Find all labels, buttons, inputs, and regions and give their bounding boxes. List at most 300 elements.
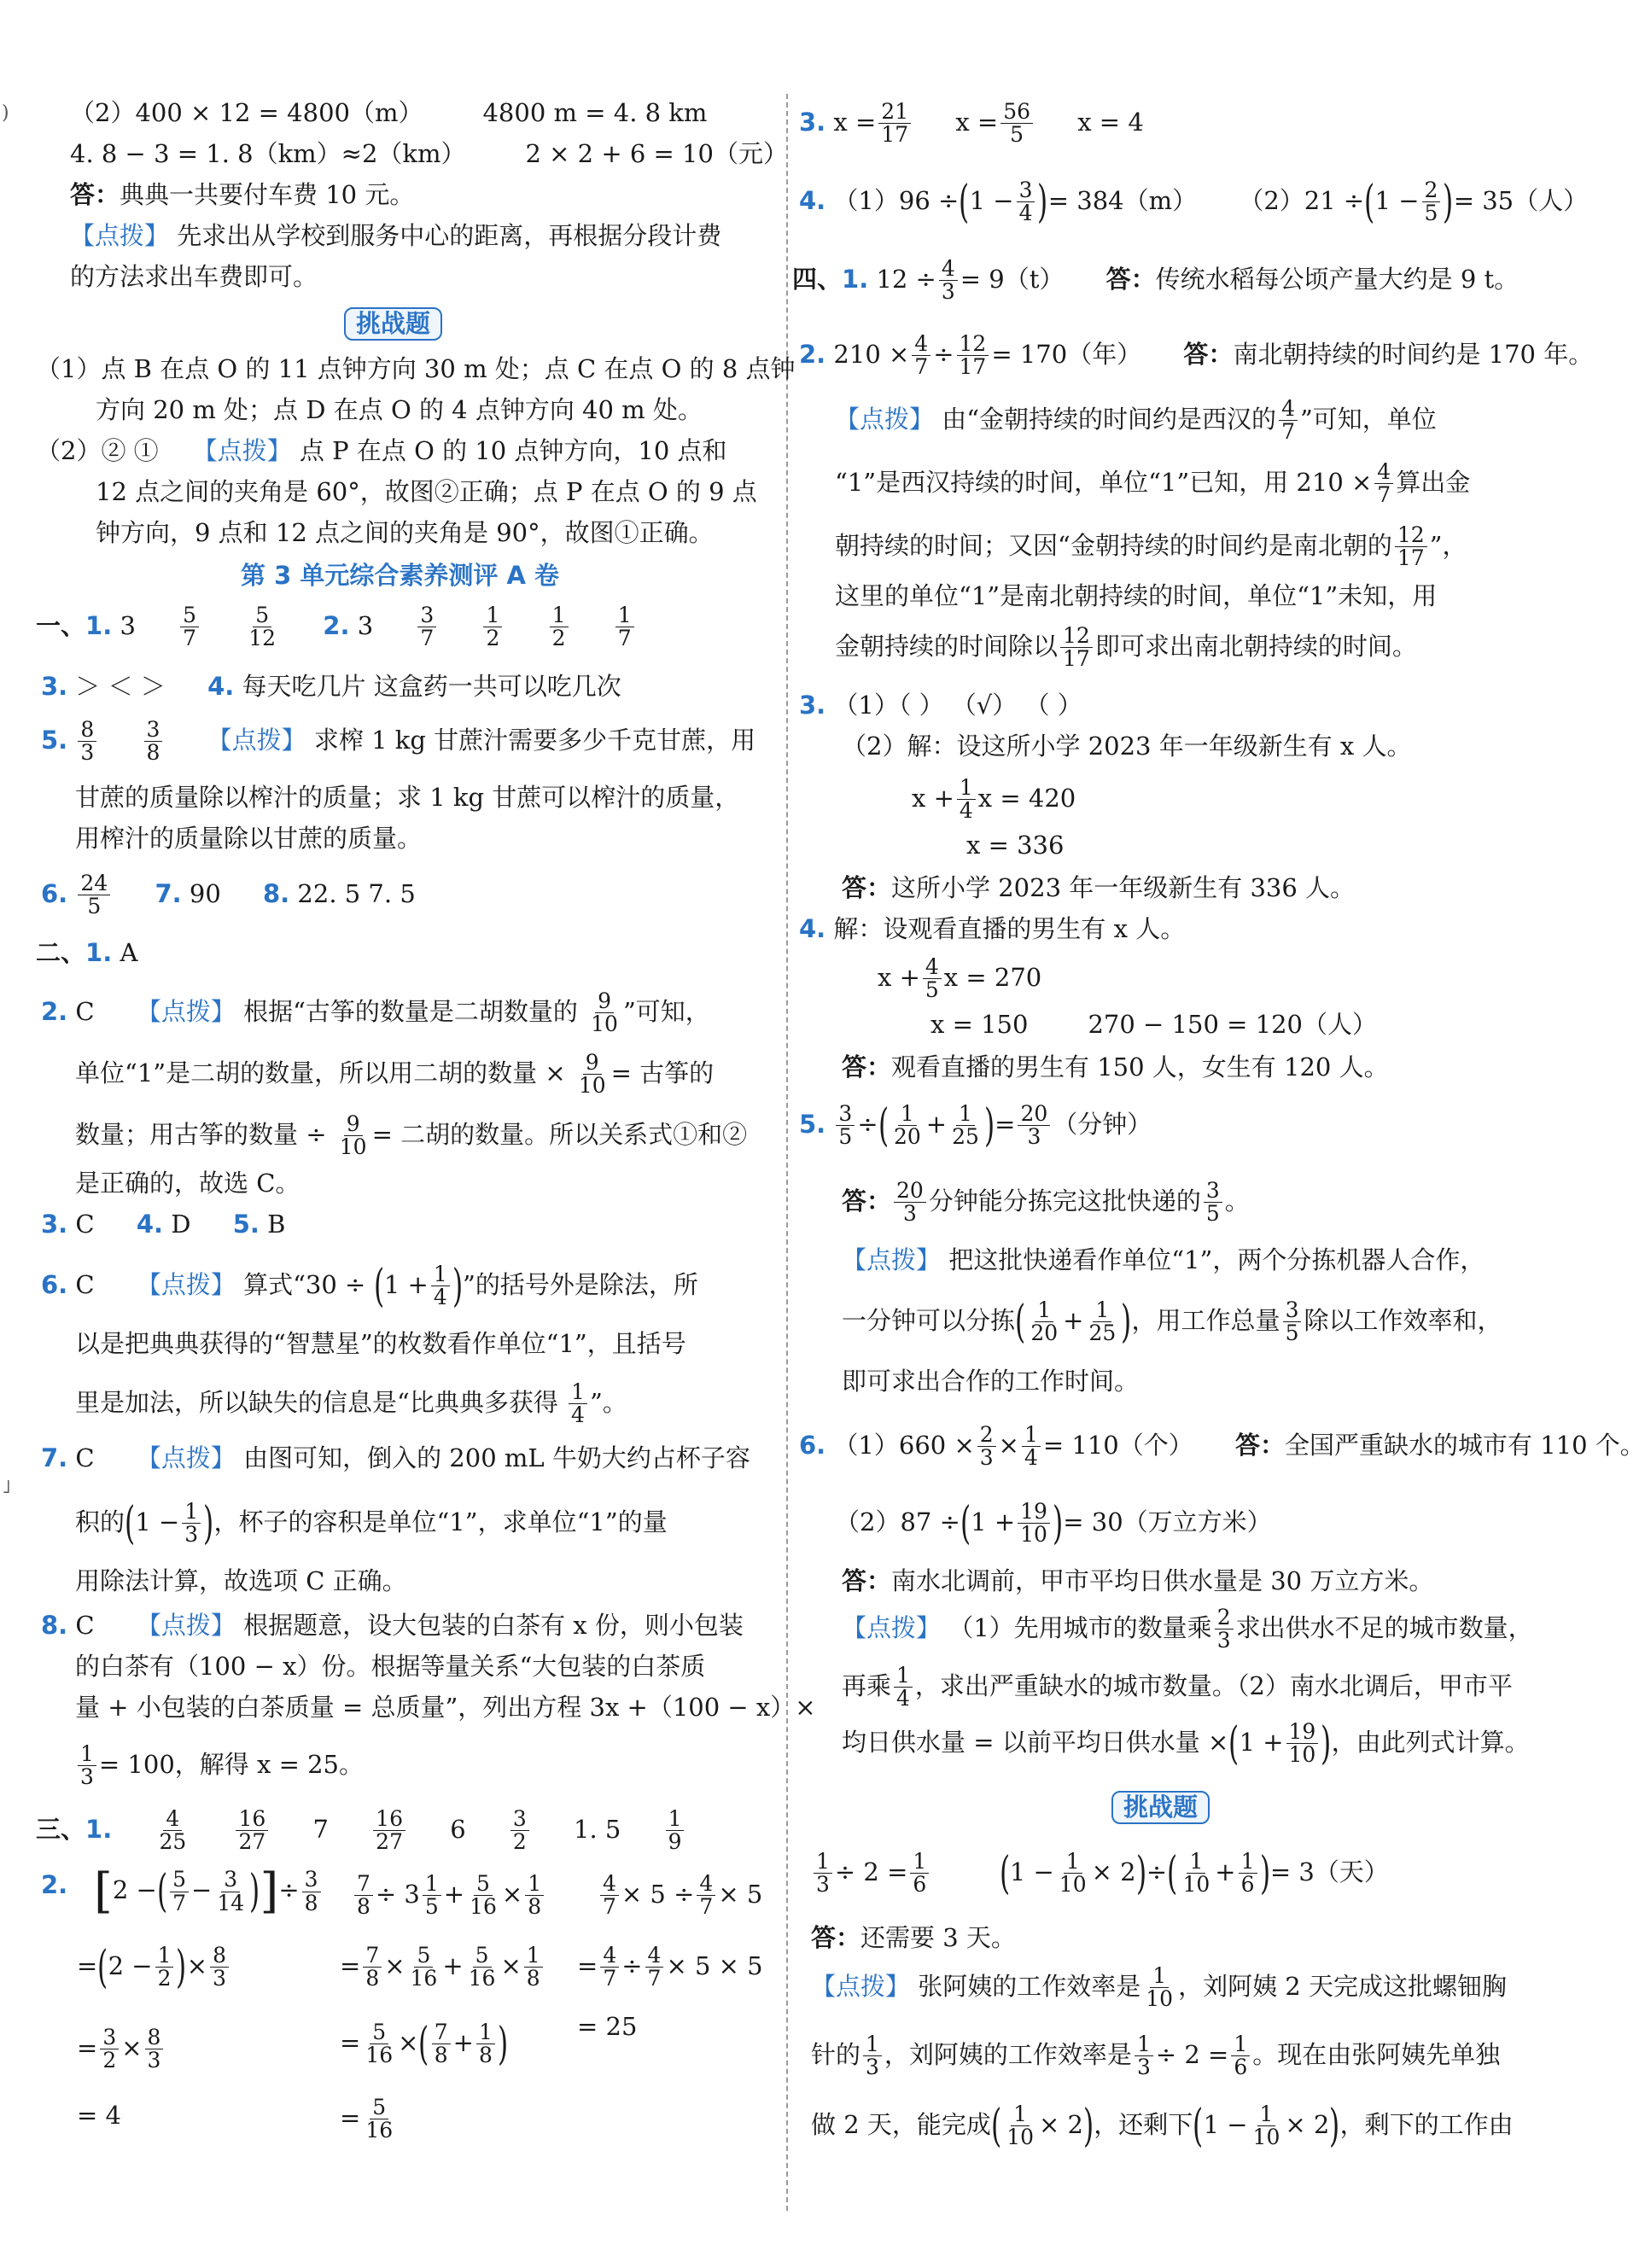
text: ”， — [1429, 530, 1467, 560]
text: （1）660 × — [833, 1430, 975, 1460]
den: 3 — [979, 1445, 994, 1471]
fraction — [525, 1873, 544, 1919]
text: × 2 — [1091, 1857, 1136, 1886]
text: 根据“古筝的数量是二胡数量的 — [243, 996, 578, 1026]
paren: ) — [249, 1866, 260, 1917]
num: 7 — [354, 1873, 373, 1896]
text: = 古筝的 — [610, 1058, 715, 1087]
line-bus-fare-answer — [70, 180, 415, 209]
r-s4-q3-eq1 — [912, 777, 1076, 823]
den: 7 — [1377, 482, 1391, 508]
num: 7 — [363, 1944, 382, 1968]
num: 5 — [253, 604, 271, 627]
text: = — [77, 1950, 98, 1980]
den: 3 — [1216, 1628, 1231, 1653]
fraction — [170, 1869, 189, 1915]
fraction — [182, 1501, 201, 1547]
text: 90 — [189, 878, 221, 908]
fraction — [1060, 625, 1093, 671]
text: 这所小学 2023 年一年级新生有 336 人。 — [891, 873, 1356, 902]
text: 12 点之间的夹角是 60°，故图②正确；点 P 在点 O 的 9 点 — [96, 477, 757, 506]
den: 8 — [365, 1966, 380, 1991]
den: 25 — [159, 1829, 187, 1855]
fraction — [977, 1424, 996, 1470]
num: 1 — [666, 1808, 685, 1831]
num: 21 — [878, 101, 911, 124]
text: ，由此列式计算。 — [1331, 1727, 1530, 1757]
paren: ) — [1053, 1497, 1064, 1549]
answer-label: 答： — [1183, 339, 1234, 369]
text: 先求出从学校到服务中心的距离，再根据分段计费 — [177, 221, 722, 250]
r-q3 — [799, 101, 1144, 147]
text: 传统水稻每公顷产量大约是 9 t。 — [1155, 264, 1520, 294]
r-s4-q5-tip2 — [842, 1296, 1502, 1348]
tip-label: 【点拨】 — [835, 404, 935, 434]
tip-label: 【点拨】 — [136, 996, 236, 1026]
num: 9 — [344, 1113, 363, 1136]
fraction — [697, 1873, 715, 1919]
fraction — [615, 604, 634, 650]
r-s4-q2-tip4 — [835, 581, 1438, 610]
den: 3 — [80, 740, 95, 766]
text: x = 270 — [943, 962, 1042, 992]
sec2-q1 — [36, 938, 138, 967]
text: 还需要 3 天。 — [860, 1923, 1016, 1952]
fraction — [302, 1869, 321, 1915]
text: ，还剩下 — [1094, 2109, 1193, 2139]
question-number: 1. — [85, 1814, 113, 1844]
fraction — [363, 2096, 395, 2143]
num: 19 — [1286, 1721, 1319, 1744]
fraction — [588, 990, 621, 1036]
paren: ) — [452, 1260, 463, 1312]
den: 2 — [551, 626, 566, 651]
text: 的白茶有（100 − x）份。根据等量关系“大包装的白茶质 — [75, 1652, 706, 1681]
text: = — [340, 2027, 361, 2057]
question-number: 5. — [41, 725, 68, 755]
paren: ) — [1135, 1847, 1146, 1899]
den: 10 — [1252, 2125, 1280, 2150]
text: = — [995, 1109, 1016, 1139]
text: ÷ 2 = — [1155, 2039, 1229, 2069]
paren: ) — [1321, 1717, 1332, 1770]
text: （2）400 × 12 = 4800（m） — [70, 98, 423, 127]
text: 解：设观看直播的男生有 x 人。 — [833, 914, 1186, 943]
text: 做 2 天，能完成 — [811, 2109, 991, 2139]
den: 2 — [157, 1966, 172, 1991]
fraction — [1215, 1606, 1234, 1653]
r-challenge-eq — [811, 1847, 1389, 1899]
answer-label: 答： — [842, 1052, 892, 1082]
den: 8 — [304, 1890, 318, 1915]
text: ÷ — [621, 1950, 643, 1980]
line-ch-1 — [36, 354, 796, 383]
fraction — [100, 2026, 119, 2073]
question-number: 1. — [85, 938, 113, 967]
fraction — [894, 1180, 926, 1226]
den: 7 — [617, 626, 632, 651]
den: 7 — [1281, 419, 1295, 445]
text: × 5 — [718, 1879, 763, 1909]
calc1-row3 — [77, 2026, 166, 2073]
fraction — [600, 1873, 619, 1919]
num: 12 — [957, 333, 989, 356]
num: 7 — [432, 2021, 451, 2044]
text: ，杯子的容积是单位“1”，求单位“1”的量 — [213, 1507, 668, 1536]
question-number: 4. — [136, 1210, 164, 1239]
fraction — [957, 333, 989, 379]
fraction — [337, 1113, 370, 1159]
fraction — [210, 1944, 229, 1991]
num: 8 — [145, 2026, 164, 2049]
text: 的方法求出车费即可。 — [70, 262, 318, 291]
text: 数量；用古筝的数量 ÷ — [75, 1119, 327, 1149]
num: 5 — [170, 1869, 189, 1892]
fraction — [408, 1944, 440, 1991]
text: 1. 5 — [574, 1814, 621, 1844]
text: “1”是西汉持续的时间，单位“1”已知，用 210 × — [835, 467, 1373, 497]
fraction — [78, 872, 110, 918]
paren: ) — [176, 1941, 187, 1993]
text: 金朝持续的时间除以 — [835, 631, 1059, 661]
line-ch-5 — [96, 518, 714, 547]
fraction — [78, 719, 96, 765]
text: 2 × 2 + 6 = 10（元） — [525, 139, 788, 168]
fraction — [891, 1103, 924, 1149]
text: ÷ — [278, 1875, 300, 1904]
paren: ( — [418, 2018, 429, 2070]
paren: ( — [960, 1497, 971, 1549]
text: B — [267, 1210, 286, 1239]
num: 1 — [483, 604, 502, 627]
num: 1 — [1011, 2103, 1030, 2126]
r-s4-q6 — [799, 1424, 1645, 1470]
num: 4 — [912, 333, 930, 356]
fraction — [957, 777, 976, 823]
num: 1 — [476, 2021, 495, 2044]
num: 1 — [957, 777, 976, 800]
den: 7 — [603, 1894, 616, 1920]
fraction — [363, 2021, 395, 2067]
fraction — [1283, 1299, 1302, 1345]
sec2-q8 — [41, 1613, 744, 1638]
text: 再乘 — [842, 1670, 892, 1700]
fraction — [1374, 461, 1393, 507]
fraction — [417, 604, 436, 650]
r-s4-q3 — [799, 693, 1082, 718]
num: 4 — [600, 1873, 619, 1896]
fraction — [236, 1808, 268, 1854]
fraction — [476, 2021, 495, 2067]
den: 25 — [1088, 1321, 1117, 1346]
r-s4-q3-eq2 — [966, 833, 1064, 858]
question-number: 3. — [41, 1210, 68, 1239]
text: 观看直播的男生有 150 人，女生有 120 人。 — [891, 1052, 1389, 1082]
text: 1 − — [1009, 1857, 1054, 1886]
r-s4-q6-tip1 — [842, 1606, 1533, 1653]
text: × 2 — [1039, 2109, 1083, 2139]
text: = 二胡的数量。所以关系式①和② — [371, 1119, 748, 1149]
den: 17 — [959, 354, 987, 380]
sec2-q2 — [41, 990, 710, 1036]
text: 朝持续的时间；又因“金朝持续的时间约是南北朝的 — [835, 530, 1392, 560]
text: ÷ — [933, 339, 954, 369]
calc1-row1: [2 −( $\frac{5}{7}$ − $\frac{3}{14}$ )]÷ $\frac{3}{8}$ — [94, 1868, 324, 1915]
den: 8 — [146, 740, 160, 766]
text: = — [340, 2102, 361, 2132]
num: 1 — [1093, 1299, 1111, 1322]
text: 7 — [312, 1814, 329, 1844]
num: 20 — [1018, 1103, 1050, 1126]
num: 3 — [510, 1808, 529, 1831]
num: 4 — [600, 1944, 619, 1968]
tip-label: 【点拨】 — [842, 1612, 942, 1642]
fraction — [1395, 524, 1427, 570]
den: 8 — [357, 1894, 370, 1920]
question-number: 3. — [799, 107, 826, 137]
text: 22. 5 7. 5 — [297, 878, 416, 908]
fraction — [939, 258, 958, 304]
text: = 25 — [577, 2012, 638, 2041]
paren: ) — [1121, 1296, 1132, 1348]
num: 5 — [180, 604, 199, 627]
line-ch-3 — [36, 436, 727, 465]
text: + — [452, 2027, 474, 2057]
den: 16 — [470, 1894, 497, 1920]
text: 算出金 — [1396, 467, 1471, 497]
text: 6 — [450, 1814, 466, 1844]
text: C — [75, 1443, 95, 1472]
text: （1）（ ） （√） （ ） — [833, 691, 1082, 720]
den: 9 — [668, 1829, 682, 1855]
sec2-q8-l4 — [75, 1743, 364, 1789]
r-s4-q5-tip3 — [842, 1369, 1139, 1394]
fraction — [1135, 2033, 1153, 2079]
r-s4-q6-ans2 — [842, 1566, 1434, 1595]
num: 24 — [78, 872, 110, 895]
challenge-chip: 挑战题 — [344, 307, 442, 341]
section-number: 四、 — [792, 264, 843, 294]
fraction — [524, 1944, 543, 1991]
r-s4-q2-tip1 — [835, 398, 1437, 444]
fraction — [1180, 1851, 1212, 1897]
text: × — [398, 2027, 419, 2057]
num: 1 — [615, 604, 634, 627]
paren: ( — [1015, 1296, 1026, 1348]
paren: ( — [97, 1941, 108, 1993]
text: 2 − — [108, 1950, 153, 1980]
text: = — [77, 2032, 98, 2062]
fraction — [78, 1743, 96, 1789]
fraction — [246, 604, 278, 650]
question-number: 7. — [155, 878, 182, 908]
question-number: 7. — [41, 1443, 68, 1472]
paren: ( — [1193, 2100, 1204, 2152]
num: 3 — [100, 2026, 119, 2049]
sec2-q7-l3 — [75, 1566, 407, 1595]
r-s4-q6-2 — [835, 1497, 1272, 1549]
fraction — [1057, 1851, 1089, 1897]
tip-label: 【点拨】 — [811, 1971, 911, 2001]
text: C — [75, 1611, 95, 1640]
text: 典典一共要付车费 10 元。 — [120, 180, 415, 209]
text: + — [1215, 1857, 1236, 1886]
den: 7 — [183, 626, 197, 651]
paren: ) — [203, 1497, 214, 1549]
line-tip-1 — [70, 221, 722, 250]
fraction — [1239, 1851, 1257, 1897]
text: （2）② ① — [36, 436, 159, 465]
text: 积的 — [75, 1507, 125, 1536]
text: = 35（人） — [1453, 185, 1589, 215]
text: = 4 — [77, 2101, 121, 2130]
r-s4-q5-tip1 — [842, 1245, 1485, 1274]
paren: ) — [497, 2018, 509, 2070]
den: 20 — [1030, 1321, 1059, 1346]
text: x = — [833, 107, 877, 137]
text: + — [442, 1950, 464, 1980]
text: 以是把典典获得的“智慧星”的枚数看作单位“1”，且括号 — [75, 1329, 686, 1358]
question-number: 2. — [41, 1870, 68, 1899]
question-number: 4. — [207, 672, 235, 701]
text: 用除法计算，故选项 C 正确。 — [75, 1566, 407, 1595]
calc3-row2 — [577, 1944, 763, 1991]
sec1-q1-2 — [36, 604, 637, 650]
num: 1 — [569, 1381, 587, 1404]
den: 10 — [1288, 1742, 1316, 1768]
sec1-q5-l3 — [75, 826, 422, 851]
den: 16 — [365, 2043, 394, 2068]
den: 5 — [925, 977, 939, 1003]
fraction — [1004, 2103, 1036, 2149]
sec2-q3-5 — [41, 1212, 285, 1237]
fraction — [431, 1263, 450, 1309]
fraction — [1017, 179, 1035, 225]
den: 20 — [893, 1124, 921, 1150]
text: 3 — [357, 610, 374, 640]
text: x + — [878, 962, 920, 992]
challenge-title-2 — [1111, 1791, 1210, 1824]
sec2-q8-l2 — [75, 1654, 705, 1679]
text: x = 336 — [966, 831, 1065, 860]
fraction: $\frac{3}{14}$ — [217, 1867, 245, 1915]
fraction — [354, 1873, 373, 1919]
tip-label: 【点拨】 — [136, 1269, 236, 1299]
num: 4 — [645, 1944, 664, 1968]
den: 5 — [838, 1124, 853, 1150]
bracket: [ — [94, 1863, 113, 1919]
text: 由图可知，倒入的 200 mL 牛奶大约占杯子容 — [243, 1443, 750, 1472]
num: 1 — [431, 1263, 450, 1286]
line-bus-fare-1 — [70, 98, 708, 127]
den: 5 — [1285, 1321, 1299, 1346]
sec1-q3-4 — [41, 674, 621, 699]
section-number: 三、 — [36, 1814, 86, 1844]
fraction — [550, 604, 569, 650]
question-number: 6. — [41, 1269, 68, 1299]
r-s4-q4-eq2 — [930, 1012, 1377, 1037]
text: 分钟能分拣完这批快递的 — [928, 1186, 1201, 1216]
text: + — [925, 1109, 948, 1139]
paren: ( — [125, 1497, 136, 1549]
den: 4 — [896, 1686, 910, 1711]
text: + — [443, 1879, 465, 1909]
num: 3 — [836, 1103, 855, 1126]
fraction — [145, 2026, 164, 2073]
text: D — [171, 1210, 191, 1239]
text: 4800 m = 4. 8 km — [482, 98, 708, 127]
question-number: 5. — [232, 1210, 260, 1239]
num: 3 — [1283, 1299, 1302, 1322]
text: 即可求出合作的工作时间。 — [842, 1367, 1140, 1396]
den: 10 — [1146, 1986, 1174, 2012]
den: 10 — [1182, 1872, 1210, 1898]
num: 1 — [1187, 1851, 1205, 1874]
answer-label: 答： — [842, 873, 892, 902]
num: 1 — [863, 2033, 882, 2056]
paren: ) — [1083, 2100, 1094, 2152]
text: ”。 — [589, 1387, 627, 1417]
text: （分钟） — [1053, 1109, 1152, 1139]
text: 点 P 在点 O 的 10 点钟方向，10 点和 — [299, 436, 727, 465]
den: 3 — [902, 1201, 917, 1227]
calc3-row1 — [598, 1873, 762, 1919]
calc2-row2 — [340, 1944, 545, 1991]
question-number: 2. — [323, 610, 350, 640]
fraction — [1422, 179, 1441, 225]
text: ÷ — [857, 1109, 878, 1139]
fraction — [510, 1808, 529, 1854]
edge-mark-mid: ˩ — [2, 1477, 11, 1498]
text: × — [384, 1950, 405, 1980]
question-number: 4. — [799, 185, 826, 215]
den: 16 — [365, 2118, 394, 2143]
question-number: 2. — [41, 996, 68, 1026]
den: 4 — [1024, 1445, 1038, 1471]
fraction — [912, 333, 930, 379]
text: = 3（天） — [1269, 1857, 1389, 1886]
num: 2 — [1215, 1606, 1234, 1630]
fraction — [1251, 2103, 1283, 2149]
den: 27 — [238, 1829, 266, 1855]
r-s4-q6-tip3 — [842, 1717, 1530, 1770]
num: 16 — [236, 1808, 268, 1831]
line-bus-fare-2 — [70, 139, 788, 168]
calc3-row3 — [577, 2014, 637, 2039]
text: 一分钟可以分拣 — [842, 1305, 1016, 1335]
text: ÷ — [1146, 1857, 1168, 1886]
text: 即可求出南北朝持续的时间。 — [1094, 631, 1417, 661]
den: 10 — [339, 1134, 367, 1160]
den: 25 — [952, 1124, 979, 1150]
den: 2 — [512, 1829, 527, 1855]
text: x = 420 — [977, 783, 1076, 813]
fraction — [1286, 1721, 1319, 1767]
sec2-q2-l4 — [75, 1171, 300, 1196]
den: 7 — [172, 1890, 187, 1915]
calc2-row3 — [340, 2018, 509, 2070]
text: （2）87 ÷ — [835, 1507, 960, 1536]
text: 单位“1”是二胡的数量，所以用二胡的数量 × — [75, 1058, 566, 1087]
r-s4-q6-tip2 — [842, 1665, 1513, 1711]
paren: ( — [156, 1866, 168, 1917]
question-number: 6. — [799, 1430, 826, 1460]
num: 4 — [923, 956, 942, 979]
paren: ) — [1037, 176, 1048, 228]
sec2-q7-l2: 积的(1 − $\frac{1}{3}$ )，杯子的容积是单位“1”，求单位“1”的量 — [75, 1497, 668, 1549]
text: 这里的单位“1”是南北朝持续的时间，单位“1”未知，用 — [835, 581, 1438, 610]
num: 9 — [583, 1052, 602, 1075]
